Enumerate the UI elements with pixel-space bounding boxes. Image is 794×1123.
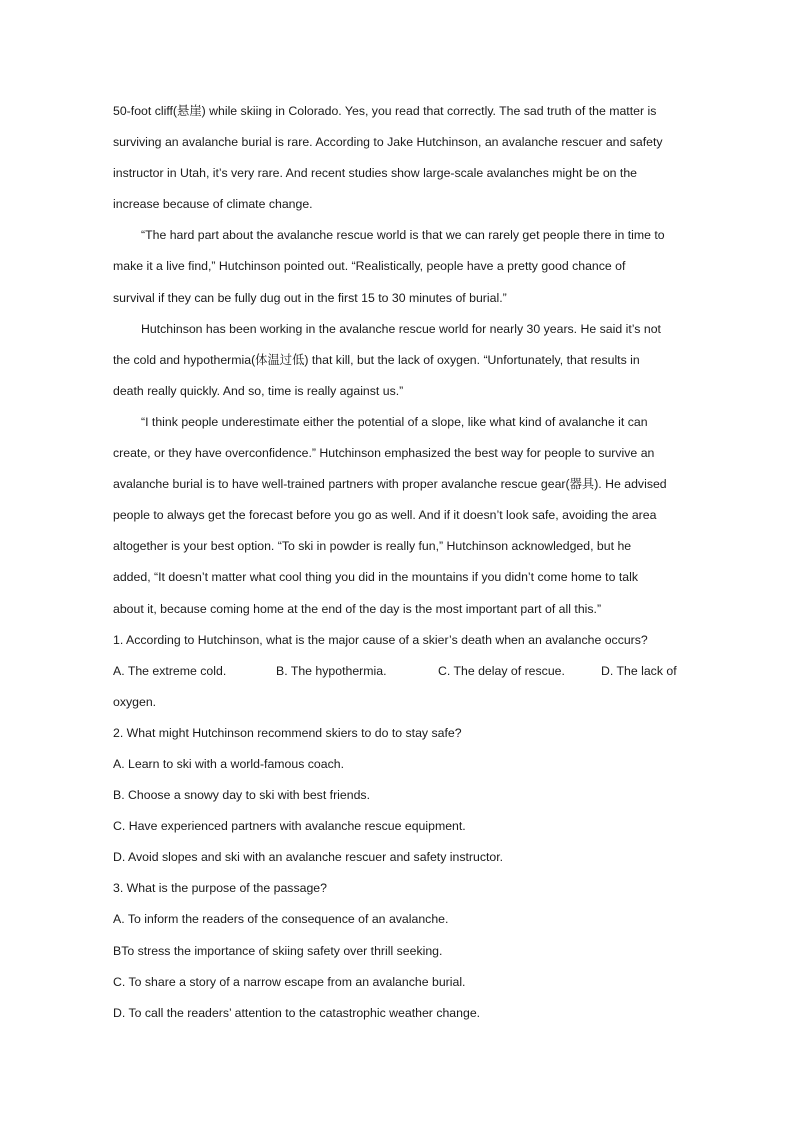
passage-line: altogether is your best option. “To ski in powder is really fun,” Hutchinson acknowledged, but he (113, 539, 632, 554)
option-a: A. To inform the readers of the consequence of an avalanche. (113, 912, 449, 927)
passage-line: avalanche burial is to have well-trained partners with proper avalanche rescue gear(器具). He advised (113, 477, 667, 492)
option-a: A. Learn to ski with a world-famous coach. (113, 756, 345, 771)
passage-line: increase because of climate change. (113, 197, 313, 212)
option-d: D. Avoid slopes and ski with an avalanche rescuer and safety instructor. (113, 850, 504, 865)
question-stem: 2. What might Hutchinson recommend skiers to do to stay safe? (113, 725, 462, 740)
option-b: B. The hypothermia. (276, 663, 387, 678)
passage-line: “I think people underestimate either the potential of a slope, like what kind of avalanche it can (141, 414, 648, 429)
passage-line: about it, because coming home at the end of the day is the most important part of all this.” (113, 601, 602, 616)
passage-line: create, or they have overconfidence.” Hutchinson emphasized the best way for people to survive an (113, 446, 655, 461)
question-3 (113, 873, 698, 1028)
passage-line: the cold and hypothermia(体温过低) that kill, but the lack of oxygen. “Unfortunately, that results in (113, 352, 640, 367)
passage-line: added, “It doesn’t matter what cool thing you did in the mountains if you didn’t come home to talk (113, 570, 638, 585)
question-1 (113, 625, 698, 718)
option-c: C. The delay of rescue. (438, 663, 565, 678)
passage-line: Hutchinson has been working in the avalanche rescue world for nearly 30 years. He said it’s not (141, 321, 661, 336)
option-d: D. To call the readers’ attention to the catastrophic weather change. (113, 1005, 481, 1020)
option-c: C. To share a story of a narrow escape from an avalanche burial. (113, 974, 466, 989)
passage-line: death really quickly. And so, time is really against us.” (113, 383, 404, 398)
passage (113, 96, 698, 625)
passage-line: survival if they can be fully dug out in the first 15 to 30 minutes of burial.” (113, 290, 507, 305)
passage-line: people to always get the forecast before you go as well. And if it doesn’t look safe, avoiding the area (113, 508, 657, 523)
option-row (113, 656, 698, 687)
option-a: A. The extreme cold. (113, 663, 227, 678)
document-body (113, 96, 698, 1029)
option-d: D. The lack of (601, 663, 677, 678)
question-stem: 1. According to Hutchinson, what is the major cause of a skier’s death when an avalanche occurs? (113, 632, 648, 647)
option-b: B. Choose a snowy day to ski with best friends. (113, 788, 370, 803)
passage-line: 50-foot cliff(悬崖) while skiing in Colorado. Yes, you read that correctly. The sad truth of the matter is (113, 104, 657, 118)
passage-line: instructor in Utah, it’s very rare. And recent studies show large-scale avalanches might be on the (113, 166, 638, 181)
option-d-continued: oxygen. (113, 694, 157, 709)
passage-line: “The hard part about the avalanche rescue world is that we can rarely get people there in time to (141, 228, 665, 243)
option-c: C. Have experienced partners with avalanche rescue equipment. (113, 819, 466, 834)
option-b: BTo stress the importance of skiing safety over thrill seeking. (113, 943, 443, 958)
passage-line: make it a live find,” Hutchinson pointed out. “Realistically, people have a pretty good chance of (113, 259, 626, 274)
passage-line: surviving an avalanche burial is rare. According to Jake Hutchinson, an avalanche rescuer and safety (113, 135, 663, 150)
question-2 (113, 718, 698, 873)
question-stem: 3. What is the purpose of the passage? (113, 881, 327, 896)
